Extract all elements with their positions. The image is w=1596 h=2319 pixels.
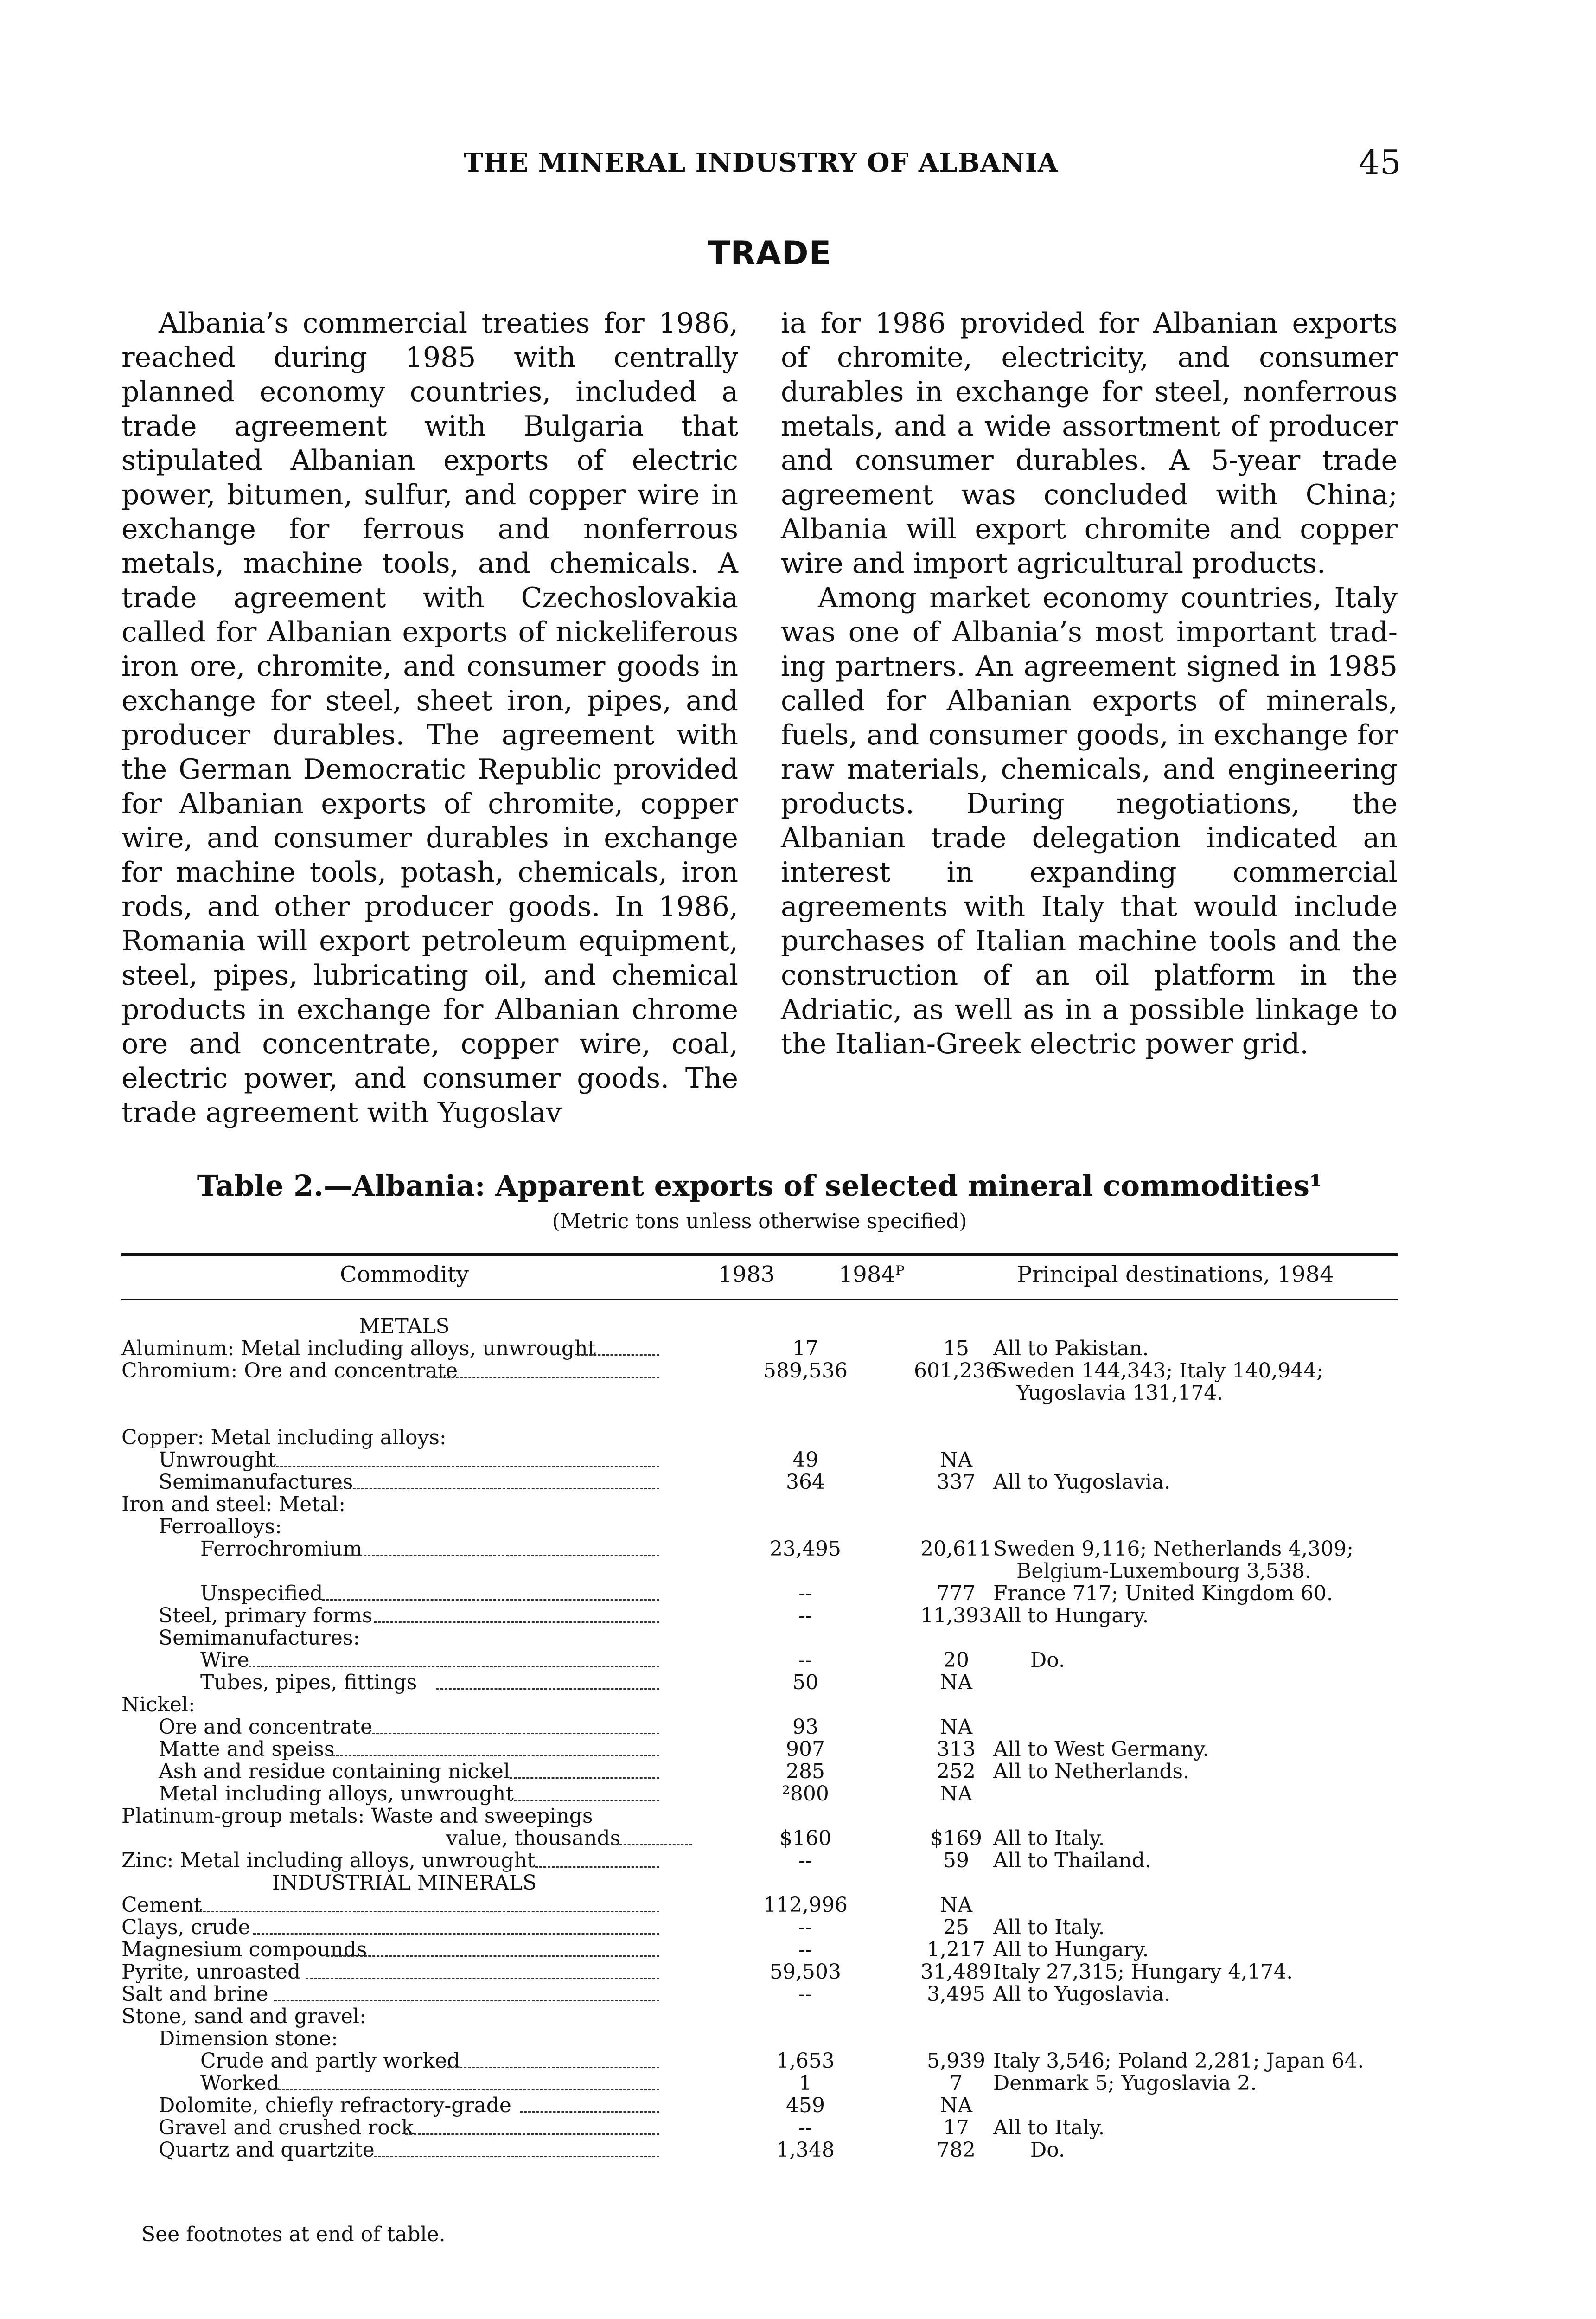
- dot-leader: [253, 1916, 659, 1935]
- value-1984: 20: [943, 1648, 969, 1672]
- table-row: [121, 1605, 1398, 1627]
- value-1983: 285: [786, 1760, 825, 1783]
- table-row: [121, 1694, 1398, 1716]
- value-1984: 25: [943, 1915, 969, 1939]
- column-header-commodity: Commodity: [339, 1262, 469, 1288]
- value-1983: --: [798, 1915, 812, 1939]
- dot-leader: [577, 1338, 660, 1356]
- table-row: [121, 1449, 1398, 1471]
- commodity-label: Pyrite, unroasted: [121, 1960, 301, 1984]
- value-1984: 601,236: [914, 1359, 998, 1383]
- commodity-label: Ore and concentrate: [159, 1715, 373, 1739]
- value-1983: 364: [786, 1470, 825, 1494]
- table-row: [121, 1315, 1398, 1338]
- table-row: [121, 1649, 1398, 1672]
- paragraph: Among market economy countries, Italy was one of Albania’s most important trading partners. An agreement signed in 1985 called for Albanian exports of minerals, fuels, and consumer goods, in exchange for raw materials, chemicals, and engineering products. During negotiations, the Albanian trade delegation indicated an interest in expanding commercial agreements with Italy that would include purchases of Italian machine tools and the construction of an oil platform in the Adriatic, as well as in a possible linkage to the Italian-Greek electric power grid.: [781, 582, 1398, 1060]
- commodity-label: Wire: [200, 1648, 249, 1672]
- destination-continued: Belgium-Luxembourg 3,538.: [1016, 1559, 1311, 1583]
- column-header-1984: 1984ᴾ: [838, 1262, 905, 1288]
- table-row: [121, 1516, 1398, 1538]
- commodity-label: Clays, crude: [121, 1915, 250, 1939]
- commodity-label: Chromium: Ore and concentrate: [121, 1359, 458, 1383]
- commodity-label: Magnesium compounds: [121, 1938, 367, 1961]
- dot-leader: [343, 1538, 660, 1556]
- commodity-label: Cement: [121, 1893, 202, 1917]
- commodity-label: Ash and residue containing nickel: [159, 1760, 510, 1783]
- table-row: [121, 2117, 1398, 2139]
- commodity-label: Gravel and crushed rock: [159, 2116, 414, 2140]
- table-row: [121, 1338, 1398, 1360]
- table-row: [121, 1404, 1398, 1427]
- dot-leader: [520, 2095, 659, 2113]
- value-1983: --: [798, 1648, 812, 1672]
- value-1983: --: [798, 1938, 812, 1961]
- table-title: Table 2.—Albania: Apparent exports of selected mineral commodities¹: [197, 1169, 1322, 1203]
- dot-leader: [259, 1449, 660, 1467]
- commodity-label: Ferroalloys:: [159, 1515, 282, 1538]
- destination: Sweden 144,343; Italy 140,944;: [993, 1359, 1324, 1383]
- value-1984: 313: [937, 1737, 976, 1761]
- value-1983: --: [798, 1604, 812, 1627]
- table-row: [121, 2095, 1398, 2117]
- commodity-label: Copper: Metal including alloys:: [121, 1426, 447, 1449]
- value-1983: 49: [792, 1448, 818, 1472]
- destination: All to Netherlands.: [993, 1760, 1190, 1783]
- value-1983: 23,495: [770, 1537, 841, 1561]
- destination: Italy 3,546; Poland 2,281; Japan 64.: [993, 2049, 1364, 2073]
- table-row: [121, 1872, 1398, 1894]
- dot-leader: [619, 1827, 692, 1845]
- section-label: METALS: [359, 1314, 450, 1338]
- left-column: [121, 306, 738, 1130]
- destination: All to Hungary.: [993, 1938, 1149, 1961]
- value-1983: 1,348: [776, 2138, 835, 2162]
- commodity-label: Zinc: Metal including alloys, unwrought: [121, 1849, 536, 1872]
- value-1983: 459: [786, 2094, 825, 2117]
- table-row: [121, 2028, 1398, 2050]
- destination: France 717; United Kingdom 60.: [993, 1582, 1333, 1605]
- value-1984: NA: [939, 2094, 973, 2117]
- table-row: [121, 2072, 1398, 2095]
- dot-leader: [332, 1471, 659, 1489]
- destination: Do.: [1030, 1648, 1065, 1672]
- commodity-label: Ferrochromium: [200, 1537, 363, 1561]
- table-row: [121, 1827, 1398, 1850]
- value-1984: NA: [939, 1782, 973, 1806]
- commodity-label: Salt and brine: [121, 1982, 268, 2006]
- table-row: [121, 1916, 1398, 1939]
- destination: All to Italy.: [993, 2116, 1105, 2140]
- dot-leader: [431, 1360, 660, 1378]
- table-row: [121, 2050, 1398, 2072]
- value-1984: NA: [939, 1715, 973, 1739]
- destination: All to Italy.: [993, 1915, 1105, 1939]
- value-1984: 31,489: [920, 1960, 992, 1984]
- column-header-1983: 1983: [718, 1262, 775, 1288]
- value-1983: 50: [792, 1671, 818, 1694]
- value-1983: 907: [786, 1737, 825, 1761]
- destination: All to West Germany.: [993, 1737, 1209, 1761]
- commodity-label: Steel, primary forms: [159, 1604, 373, 1627]
- commodity-label: Iron and steel: Metal:: [121, 1493, 346, 1516]
- section-label: INDUSTRIAL MINERALS: [272, 1871, 537, 1895]
- commodity-label: Semimanufactures: [159, 1470, 353, 1494]
- table-row: [121, 1471, 1398, 1493]
- value-1983: --: [798, 1582, 812, 1605]
- dot-leader: [326, 1939, 660, 1957]
- dot-leader: [322, 1582, 660, 1601]
- destination: All to Yugoslavia.: [993, 1470, 1171, 1494]
- table-row: [121, 1761, 1398, 1783]
- value-1983: 589,536: [763, 1359, 848, 1383]
- value-1984: 1,217: [927, 1938, 985, 1961]
- paragraph: ia for 1986 provided for Albanian exports of chromite, electricity, and consumer durables in exchange for steel, nonferrous metals, and a wide assortment of producer and consumer durables. A 5-year trade agreement was concluded with China; Albania will export chromite and copper wire and import agricultural products.: [781, 307, 1398, 580]
- destination: All to Yugoslavia.: [993, 1982, 1171, 2006]
- table-row: [121, 1939, 1398, 1961]
- value-1983: $160: [779, 1826, 831, 1850]
- table-row: [121, 1360, 1398, 1404]
- commodity-label: Platinum-group metals: Waste and sweepings: [121, 1804, 593, 1828]
- dot-leader: [447, 2050, 660, 2068]
- section-title: TRADE: [708, 234, 832, 272]
- commodity-label: Worked: [200, 2071, 280, 2095]
- table-row: [121, 1538, 1398, 1582]
- commodity-label: Unspecified: [200, 1582, 323, 1605]
- commodity-label: Matte and speiss: [159, 1737, 335, 1761]
- commodity-label: Tubes, pipes, fittings: [200, 1671, 417, 1694]
- destination: All to Italy.: [993, 1826, 1105, 1850]
- destination: Do.: [1030, 2138, 1065, 2162]
- value-1984: NA: [939, 1671, 973, 1694]
- dot-leader: [535, 1850, 660, 1868]
- table-row: [121, 2005, 1398, 2028]
- destination: All to Hungary.: [993, 1604, 1149, 1627]
- right-column: [781, 306, 1398, 1061]
- column-header-destinations: Principal destinations, 1984: [1017, 1262, 1334, 1288]
- table-row: [121, 1961, 1398, 1983]
- table-subtitle: (Metric tons unless otherwise specified): [552, 1210, 967, 1233]
- table-row: [121, 1582, 1398, 1605]
- destination-continued: Yugoslavia 131,174.: [1016, 1381, 1224, 1405]
- value-1984: NA: [939, 1448, 973, 1472]
- paragraph: Albania’s commercial treaties for 1986, reached during 1985 with centrally planned economy countries, included a trade agreement with Bulgaria that stipulated Albanian exports of electric power, bitumen, sulfur, and copper wire in exchange for ferrous and nonferrous metals, machine tools, and chemicals. A trade agreement with Czechoslovakia called for Albanian exports of nickeliferous iron ore, chromite, and consumer goods in exchange for steel, sheet iron, pipes, and producer durables. The agreement with the German Democratic Republic provided for Albanian exports of chromite, copper wire, and consumer durables in exchange for machine tools, potash, chemicals, iron rods, and other producer goods. In 1986, Romania will export petroleum equipment, steel, pipes, lubricating oil, and chemical products in exchange for Albanian chrome ore and concentrate, copper wire, coal, electric power, and consumer goods. The trade agreement with Yugoslav: [121, 307, 738, 1129]
- value-1984: 3,495: [927, 1982, 985, 2006]
- commodity-label: Quartz and quartzite: [159, 2138, 375, 2162]
- value-1984: 5,939: [927, 2049, 985, 2073]
- value-1983: 1: [799, 2071, 812, 2095]
- table-top-rule: [121, 1253, 1398, 1256]
- value-1983: 93: [792, 1715, 818, 1739]
- value-1984: NA: [939, 1893, 973, 1917]
- dot-leader: [269, 2072, 659, 2090]
- commodity-label: Stone, sand and gravel:: [121, 2005, 366, 2028]
- value-1984: 20,611: [920, 1537, 992, 1561]
- footnote-reference: See footnotes at end of table.: [141, 2223, 446, 2246]
- value-1983: ²800: [782, 1782, 829, 1806]
- value-1983: --: [798, 2116, 812, 2140]
- table-row: [121, 1850, 1398, 1872]
- dot-leader: [191, 1894, 659, 1912]
- value-1984: 15: [943, 1337, 969, 1360]
- value-1984: 337: [937, 1470, 976, 1494]
- value-1983: 1,653: [776, 2049, 835, 2073]
- value-1984: 252: [937, 1760, 976, 1783]
- dot-leader: [364, 1716, 660, 1734]
- commodity-label: Dimension stone:: [159, 2027, 338, 2050]
- dot-leader: [274, 1983, 659, 2001]
- value-1983: --: [798, 1849, 812, 1872]
- value-1984: 59: [943, 1849, 969, 1872]
- value-1984: 7: [950, 2071, 963, 2095]
- table-header-rule: [121, 1299, 1398, 1300]
- table-row: [121, 2139, 1398, 2161]
- commodity-label: Aluminum: Metal including alloys, unwrought: [121, 1337, 596, 1360]
- value-1983: 112,996: [763, 1893, 848, 1917]
- table-row: [121, 1983, 1398, 2005]
- destination: Italy 27,315; Hungary 4,174.: [993, 1960, 1293, 1984]
- destination: All to Thailand.: [993, 1849, 1151, 1872]
- value-1983: 59,503: [770, 1960, 841, 1984]
- table-row: [121, 1627, 1398, 1649]
- dot-leader: [510, 1783, 660, 1801]
- dot-leader: [510, 1761, 660, 1779]
- value-1984: 777: [937, 1582, 976, 1605]
- table-row: [121, 1672, 1398, 1694]
- value-1983: --: [798, 1982, 812, 2006]
- dot-leader: [405, 2117, 660, 2135]
- dot-leader: [374, 1605, 659, 1623]
- destination: Sweden 9,116; Netherlands 4,309;: [993, 1537, 1353, 1561]
- dot-leader: [249, 1649, 659, 1667]
- dot-leader: [374, 2139, 659, 2157]
- commodity-label: Semimanufactures:: [159, 1626, 360, 1650]
- table-row: [121, 1894, 1398, 1916]
- commodity-label: Nickel:: [121, 1693, 195, 1717]
- table-row: [121, 1738, 1398, 1761]
- commodity-label: Unwrought: [159, 1448, 276, 1472]
- table-row: [121, 1716, 1398, 1738]
- destination: All to Pakistan.: [993, 1337, 1149, 1360]
- commodity-label: value, thousands: [446, 1826, 621, 1850]
- commodity-label: Crude and partly worked: [200, 2049, 460, 2073]
- value-1984: 11,393: [920, 1604, 992, 1627]
- table-row: [121, 1805, 1398, 1827]
- dot-leader: [332, 1738, 659, 1756]
- dot-leader: [436, 1672, 659, 1690]
- value-1983: 17: [792, 1337, 818, 1360]
- value-1984: 782: [937, 2138, 976, 2162]
- value-1984: $169: [930, 1826, 982, 1850]
- page-number: 45: [1359, 143, 1401, 182]
- dot-leader: [306, 1961, 660, 1979]
- running-head: THE MINERAL INDUSTRY OF ALBANIA: [464, 147, 1059, 178]
- table-body: [121, 1315, 1398, 2161]
- destination: Denmark 5; Yugoslavia 2.: [993, 2071, 1257, 2095]
- table-row: [121, 1493, 1398, 1516]
- value-1984: 17: [943, 2116, 969, 2140]
- commodity-label: Dolomite, chiefly refractory-grade: [159, 2094, 511, 2117]
- table-row: [121, 1427, 1398, 1449]
- commodity-label: Metal including alloys, unwrought: [159, 1782, 514, 1806]
- table-row: [121, 1783, 1398, 1805]
